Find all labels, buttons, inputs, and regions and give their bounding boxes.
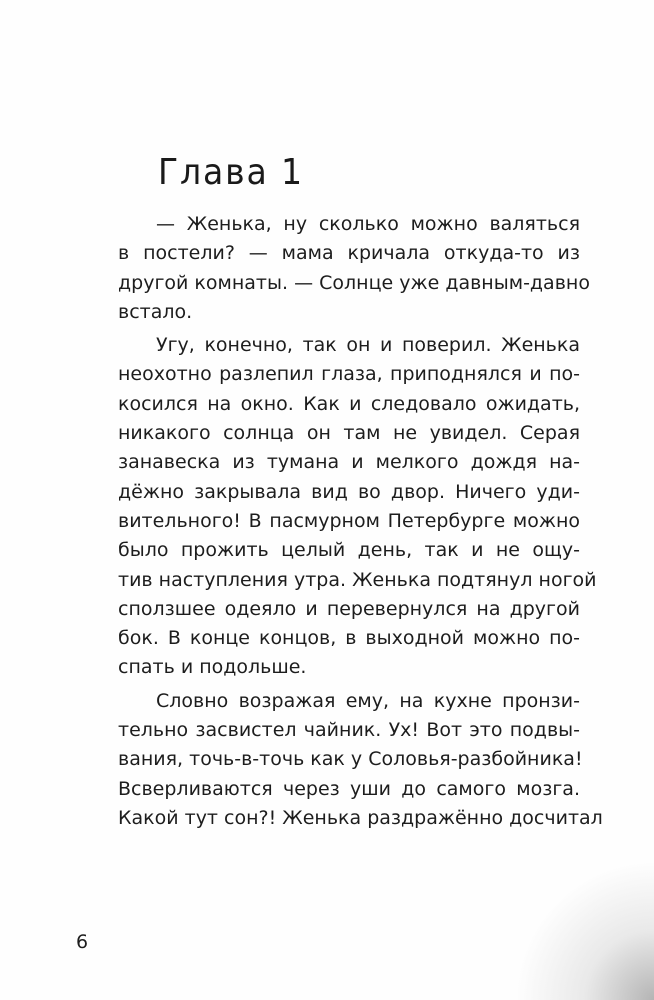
text-line: занавеска из тумана и мелкого дождя на- <box>118 451 580 474</box>
text-line: сползшее одеяло и перевернулся на другой <box>118 597 580 620</box>
text-line: Словно возражая ему, на кухне пронзи- <box>156 689 580 712</box>
text-line: другой комнаты. — Солнце уже давным-давно <box>118 271 590 294</box>
chapter-title: Глава 1 <box>158 152 304 193</box>
text-line: неохотно разлепил глаза, приподнялся и по- <box>118 363 580 386</box>
text-line: косился на окно. Как и следовало ожидать, <box>118 392 580 415</box>
text-line: дёжно закрывала вид во двор. Ничего уди- <box>118 480 580 503</box>
text-line: — Женька, ну сколько можно валяться <box>156 213 580 235</box>
text-line: было прожить целый день, так и не ощу- <box>118 539 580 562</box>
text-line: Всверливаются через уши до самого мозга. <box>118 777 580 800</box>
text-line: в постели? — мама кричала откуда-то из <box>118 242 580 265</box>
scan-shadow <box>514 860 654 1000</box>
text-line: вания, точь-в-точь как у Соловья-разбойника! <box>118 748 583 771</box>
text-line: спать и подольше. <box>118 656 307 679</box>
text-line: Какой тут сон?! Женька раздражённо досчитал <box>118 806 603 829</box>
text-line: бок. В конце концов, в выходной можно по- <box>118 627 580 650</box>
chapter-text <box>118 210 603 833</box>
page-number: 6 <box>76 931 89 953</box>
text-line: тив наступления утра. Женька подтянул ногой <box>118 568 597 591</box>
text-line: встало. <box>118 300 193 323</box>
text-line: вительного! В пасмурном Петербурге можно <box>118 509 580 532</box>
text-line: тельно засвистел чайник. Ух! Вот это подвы- <box>118 719 580 742</box>
text-line: никакого солнца он там не увидел. Серая <box>118 422 580 445</box>
text-line: Угу, конечно, так он и поверил. Женька <box>156 334 580 357</box>
